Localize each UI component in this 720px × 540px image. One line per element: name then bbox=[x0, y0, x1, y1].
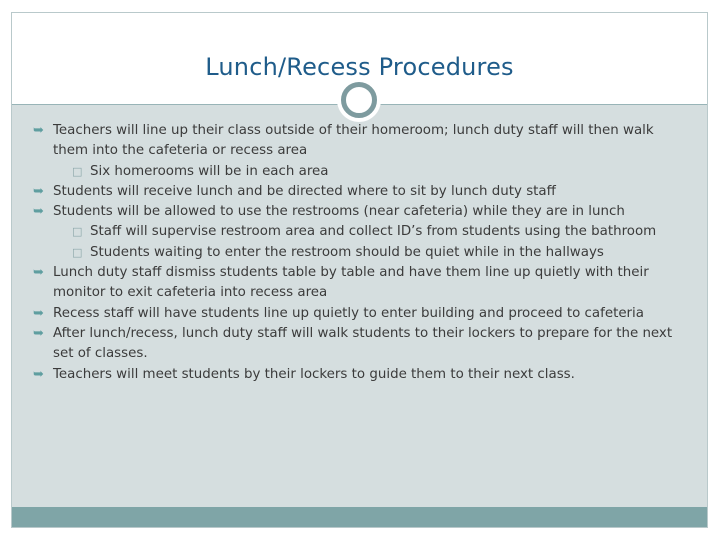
hollow-square-icon: □ bbox=[72, 225, 83, 239]
bullet-list bbox=[16, 121, 676, 385]
hollow-square-icon: □ bbox=[72, 245, 83, 259]
bullet-item bbox=[16, 304, 676, 324]
bullet-item bbox=[16, 202, 676, 222]
curved-arrow-icon: ➥ bbox=[33, 366, 44, 382]
bullet-text: After lunch/recess, lunch duty staff will walk students to their lockers to prepare for the next set of classes. bbox=[53, 325, 673, 362]
bullet-item bbox=[16, 365, 676, 385]
bullet-text: Students will receive lunch and be directed where to sit by lunch duty staff bbox=[53, 183, 556, 199]
bullet-text: Students will be allowed to use the restrooms (near cafeteria) while they are in lunch bbox=[53, 204, 625, 220]
bullet-text: Teachers will line up their class outside of their homeroom; lunch duty staff will then walk them into the cafeteria or recess area bbox=[53, 123, 654, 159]
bullet-item bbox=[16, 263, 676, 304]
bullet-text: Recess staff will have students line up quietly to enter building and proceed to cafeteria bbox=[53, 305, 644, 321]
circle-ornament-icon bbox=[341, 82, 377, 118]
sub-bullet-item bbox=[16, 222, 676, 242]
curved-arrow-icon: ➥ bbox=[33, 123, 44, 138]
sub-bullet-text: Staff will supervise restroom area and collect ID’s from students using the bathroom bbox=[90, 224, 657, 240]
sub-bullet-text: Six homerooms will be in each area bbox=[90, 163, 329, 179]
bullet-item bbox=[16, 121, 676, 162]
curved-arrow-icon: ➥ bbox=[33, 204, 44, 220]
slide-title: Lunch/Recess Procedures bbox=[205, 53, 514, 81]
bullet-text: Lunch duty staff dismiss students table by table and have them line up quietly with their monitor to exit cafeteria into recess area bbox=[53, 265, 649, 301]
bullet-item bbox=[16, 182, 676, 202]
curved-arrow-icon: ➥ bbox=[33, 183, 44, 199]
bullet-text: Teachers will meet students by their lockers to guide them to their next class. bbox=[53, 366, 575, 382]
curved-arrow-icon: ➥ bbox=[33, 265, 44, 281]
sub-bullet-text: Students waiting to enter the restroom should be quiet while in the hallways bbox=[90, 244, 604, 260]
sub-bullet-item bbox=[16, 162, 676, 182]
bullet-item bbox=[16, 324, 676, 365]
hollow-square-icon: □ bbox=[72, 164, 83, 178]
slide-frame bbox=[11, 12, 708, 528]
curved-arrow-icon: ➥ bbox=[33, 305, 44, 321]
footer-bar bbox=[12, 507, 707, 527]
curved-arrow-icon: ➥ bbox=[33, 325, 44, 341]
sub-bullet-item bbox=[16, 243, 676, 263]
